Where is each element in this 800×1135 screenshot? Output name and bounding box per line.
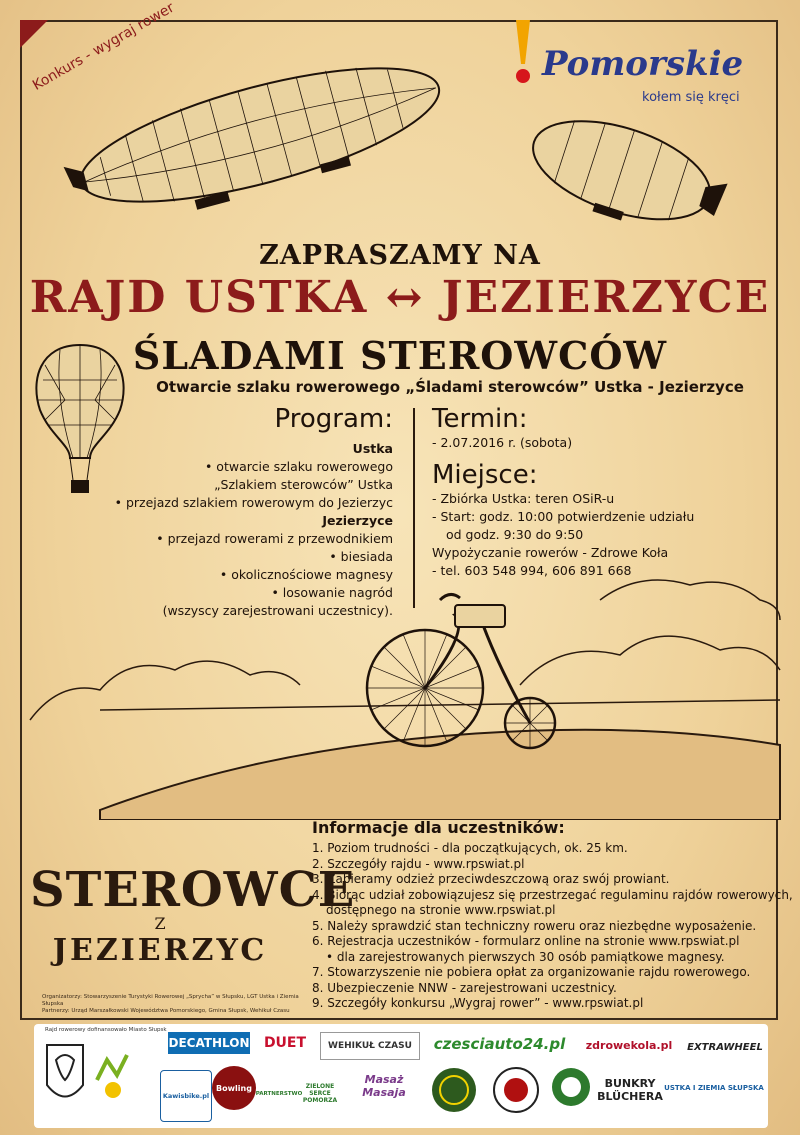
sterowce-word: STEROWCE (30, 862, 356, 918)
sponsor-czesciauto: czesciauto24.pl (433, 1035, 566, 1053)
event-date: - 2.07.2016 r. (sobota) (432, 435, 573, 450)
sponsor-kawisbike: Kawisbike.pl (160, 1070, 212, 1122)
rally-subtitle: ŚLADAMI STEROWCÓW (132, 333, 668, 378)
program-line: • okolicznościowe magnesy (219, 567, 393, 582)
contest-label: Konkurs - wygraj rower (30, 0, 178, 94)
sterowce-jezierzyc: JEZIERZYC (52, 933, 268, 968)
partners-line: Partnerzy: Urząd Marszałkowski Województwa Pomorskiego, Gmina Słupsk, Wehikuł Czasu (42, 1008, 290, 1014)
sponsor-duet: DUET (263, 1035, 307, 1051)
trail-opening-text: Otwarcie szlaku rowerowego „Śladami sterowców” Ustka - Jezierzyce (156, 378, 744, 396)
participant-info-section (312, 818, 793, 1012)
info-line: 5. Należy sprawdzić stan techniczny roweru oraz niezbędne wyposażenie. (312, 918, 757, 933)
sponsor-extrawheel: EXTRAWHEEL (687, 1041, 763, 1053)
info-line: dostępnego na stronie www.rpswiat.pl (326, 903, 556, 917)
sponsor-ustka-ziemia: USTKA I ZIEMIA SŁUPSKA (664, 1084, 764, 1092)
info-line: 2. Szczegóły rajdu - www.rpswiat.pl (312, 856, 525, 871)
place-line: - Zbiórka Ustka: teren OSiR-u (432, 491, 615, 506)
info-line: 7. Stowarzyszenie nie pobiera opłat za organizowanie rajdu rowerowego. (312, 965, 751, 979)
place-line: - Start: godz. 10:00 potwierdzenie udziału (432, 509, 695, 524)
pomorskie-logo (512, 18, 762, 108)
place-line: - tel. 603 548 994, 606 891 668 (432, 563, 632, 578)
round-badge-icon (550, 1066, 592, 1108)
rally-title: RAJD USTKA ↔ JEZIERZYCE (29, 272, 771, 323)
sterowce-logo (30, 862, 356, 968)
sponsor-wehikul: WEHIKUŁ CZASU (320, 1032, 420, 1060)
info-line: • dla zarejestrowanych pierwszych 30 osób pamiątkowe magnesy. (326, 949, 725, 964)
slupsk-crest-icon (44, 1040, 86, 1110)
zeppelin-small-illustration (520, 105, 730, 245)
pomorskie-tagline: kołem się kręci (642, 90, 740, 105)
corner-flag (20, 20, 48, 48)
date-place-section (432, 404, 762, 580)
program-line: Ustka (352, 441, 393, 456)
zeppelin-large-illustration (60, 45, 460, 225)
info-line: 6. Rejestracja uczestników - formularz online na stronie www.rpswiat.pl (312, 934, 740, 948)
info-line: 1. Poziom trudności - dla początkujących, ok. 25 km. (312, 841, 628, 855)
program-line: „Szlakiem sterowców” Ustka (214, 477, 393, 492)
sponsor-bowling: Bowling (212, 1066, 256, 1110)
info-line: 8. Ubezpieczenie NNW - zarejestrowani uczestnicy. (312, 980, 617, 995)
place-line: Wypożyczanie rowerów - Zdrowe Koła (432, 545, 669, 560)
program-line: (wszyscy zarejestrowani uczestnicy). (162, 603, 393, 618)
sponsor-zielone-serce: ZIELONE SERCE POMORZA (302, 1082, 338, 1104)
penny-farthing-landscape-illustration (0, 560, 800, 820)
info-heading: Informacje dla uczestników: (312, 818, 565, 837)
organizers-text (42, 994, 312, 1015)
place-heading: Miejsce: (432, 460, 538, 490)
sponsor-zdrowekola: zdrowekola.pl (585, 1038, 673, 1052)
program-heading: Program: (274, 404, 393, 434)
date-heading: Termin: (432, 404, 528, 434)
pomorskie-name: Pomorskie (542, 44, 744, 84)
kobylnica-logo-icon (92, 1040, 134, 1110)
invite-heading: ZAPRASZAMY NA (259, 240, 541, 271)
program-line: • biesiada (329, 549, 393, 564)
program-line: Jezierzyce (322, 513, 393, 528)
place-line: od godz. 9:30 do 9:50 (446, 527, 584, 542)
round-badge-icon (430, 1066, 478, 1114)
sponsor-partnerstwo: PARTNERSTWO (255, 1091, 303, 1097)
info-line: 3. Zabieramy odzież przeciwdeszczową oraz swój prowiant. (312, 872, 670, 886)
program-line: • losowanie nagród (271, 585, 393, 600)
funding-note: Rajd rowerowy dofinansowało Miasto Słupsk (45, 1027, 167, 1033)
sponsor-decathlon: DECATHLON (168, 1032, 250, 1054)
sponsor-masaz: Masaż Masaja (362, 1073, 406, 1099)
organizers-line: Organizatorzy: Stowarzyszenie Turystyki Rowerowej „Sprycha” w Słupsku, LGT Ustka i Ziemia Słupska (42, 994, 299, 1007)
sponsor-bunkry: BUNKRY BLÜCHERA (597, 1077, 663, 1103)
program-line: • otwarcie szlaku rowerowego (204, 459, 393, 474)
info-line: 4. Biorąc udział zobowiązujesz się przestrzegać regulaminu rajdów rowerowych, (312, 887, 793, 902)
program-line: • przejazd szlakiem rowerowym do Jezierzyc (114, 495, 393, 510)
program-line: • przejazd rowerami z przewodnikiem (156, 531, 393, 546)
round-badge-icon (492, 1066, 540, 1114)
exclamation-icon (512, 18, 534, 88)
sterowce-z: Z (154, 914, 166, 933)
info-line: 9. Szczegóły konkursu „Wygraj rower” - www.rpswiat.pl (312, 996, 644, 1010)
